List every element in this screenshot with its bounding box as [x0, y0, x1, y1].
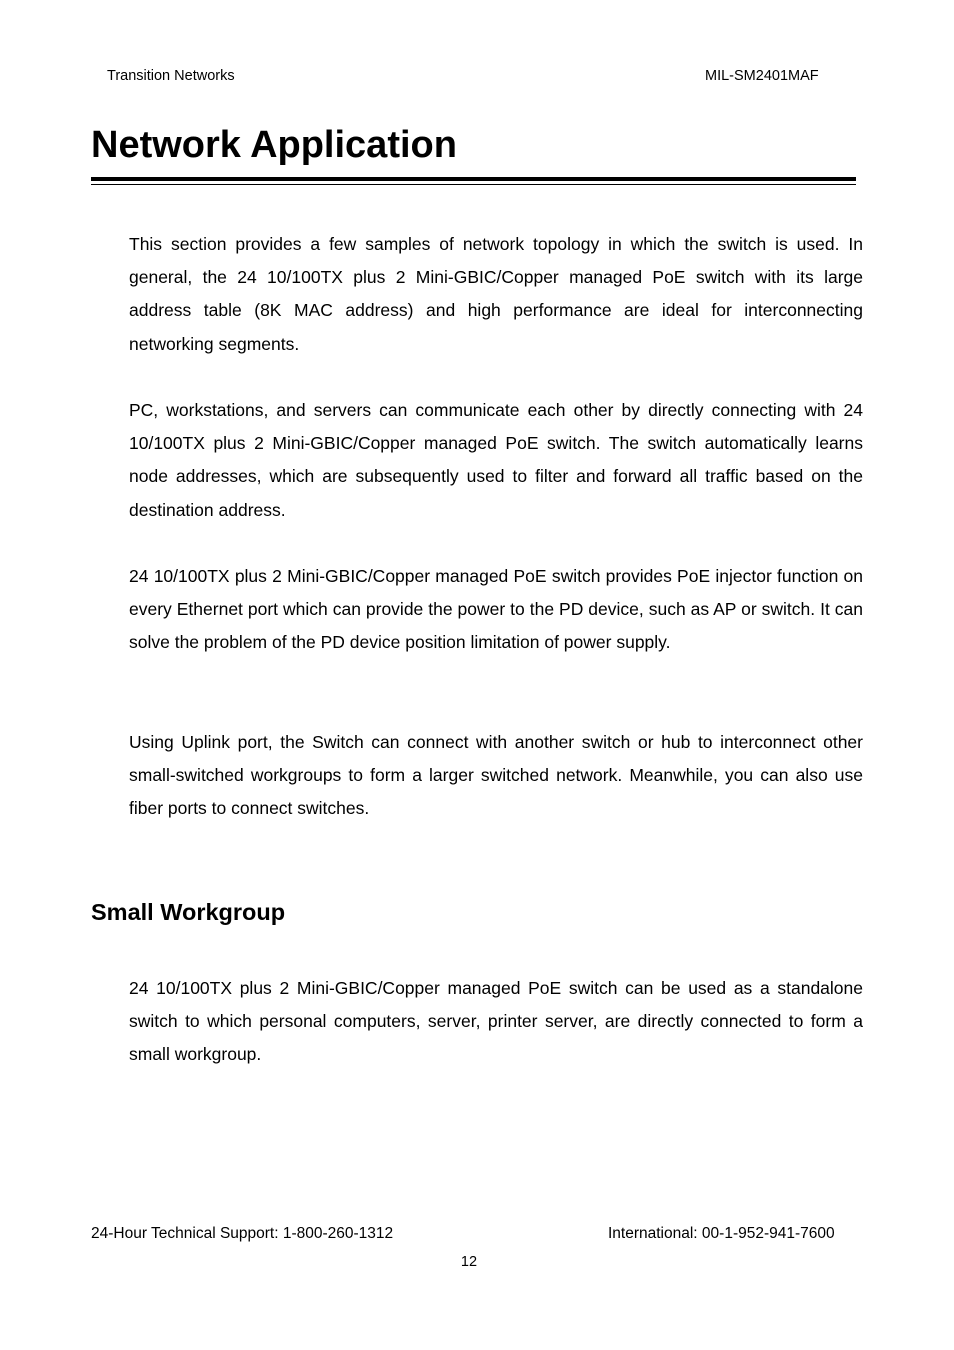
poe-paragraph: 24 10/100TX plus 2 Mini-GBIC/Copper managed PoE switch provides PoE injector function on every Ethernet port which can provide the power to the PD device, such as AP or switch. It can solve the problem of the PD device position limitation of power supply. — [129, 566, 863, 653]
title-rule-thick — [91, 177, 856, 181]
header-company: Transition Networks — [107, 68, 235, 84]
title-rule-thin — [91, 184, 856, 186]
connection-paragraph: PC, workstations, and servers can communicate each other by directly connecting with 24 10/100TX plus 2 Mini-GBIC/Copper managed PoE switch. The switch automatically learns node addresses, which are subsequently used to filter and forward all traffic based on the destination address. — [129, 400, 863, 520]
header-model: MIL-SM2401MAF — [705, 68, 819, 84]
page-title: Network Application — [91, 124, 457, 166]
intro-paragraph: This section provides a few samples of network topology in which the switch is used. In general, the 24 10/100TX plus 2 Mini-GBIC/Copper managed PoE switch with its large address table (8K MAC address) and high performance are ideal for interconnecting networking segments. — [129, 234, 863, 354]
footer-support: 24-Hour Technical Support: 1-800-260-1312 — [91, 1225, 394, 1242]
footer-international: International: 00-1-952-941-7600 — [608, 1225, 835, 1242]
section-paragraph: 24 10/100TX plus 2 Mini-GBIC/Copper managed PoE switch can be used as a standalone switch to which personal computers, server, printer server, are directly connected to form a small workgroup. — [129, 978, 863, 1065]
section-heading: Small Workgroup — [91, 899, 286, 925]
uplink-paragraph: Using Uplink port, the Switch can connect with another switch or hub to interconnect other small-switched workgroups to form a larger switched network. Meanwhile, you can also use fiber ports to connect switches. — [129, 732, 863, 819]
page-number: 12 — [460, 1254, 478, 1270]
